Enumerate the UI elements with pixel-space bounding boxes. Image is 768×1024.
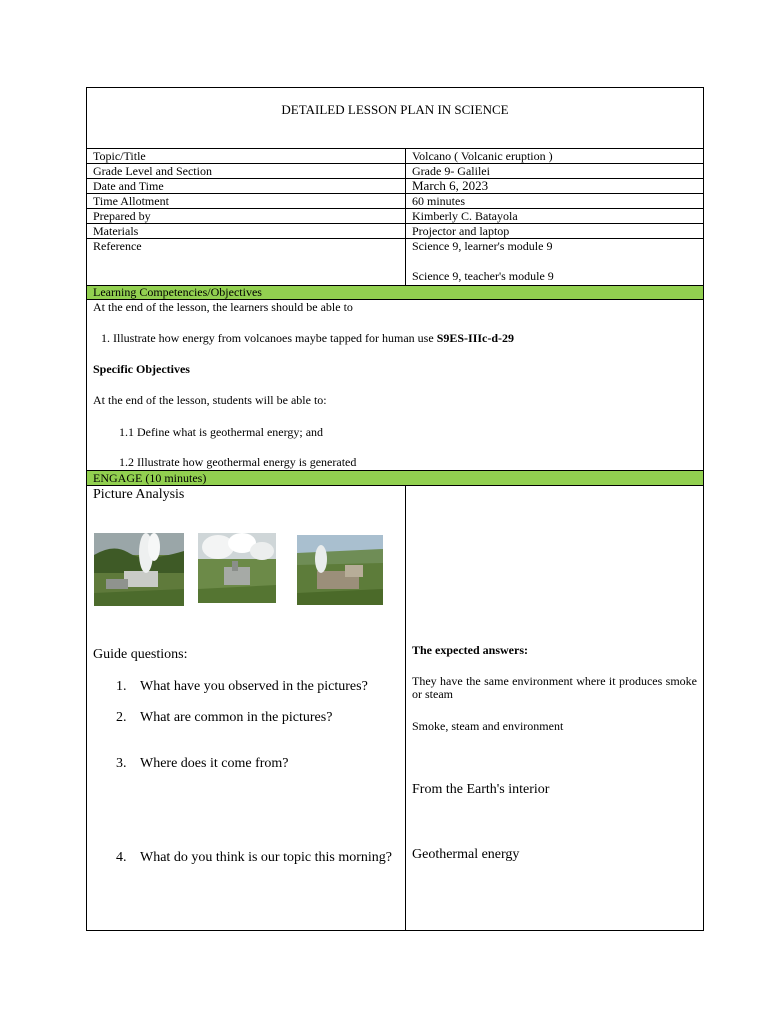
question-number: 2.	[116, 710, 127, 725]
info-label: Date and Time	[93, 179, 164, 193]
guide-questions-heading: Guide questions:	[93, 647, 188, 662]
question-number: 3.	[116, 756, 127, 771]
geothermal-plant-photo-2	[198, 533, 276, 603]
expected-answers-heading: The expected answers:	[412, 643, 528, 657]
info-value: Grade 9- Galilei	[412, 164, 490, 178]
column-divider	[405, 149, 406, 285]
info-value-2: Science 9, teacher's module 9	[412, 269, 554, 283]
expected-answer: Geothermal energy	[412, 847, 520, 862]
info-value: Volcano ( Volcanic eruption )	[412, 149, 553, 163]
question-text: Where does it come from?	[140, 756, 289, 771]
info-label: Materials	[93, 224, 139, 238]
expected-answer: Smoke, steam and environment	[412, 719, 564, 733]
geothermal-plant-photo-3	[297, 535, 383, 605]
info-label: Time Allotment	[93, 194, 169, 208]
engage-header: ENGAGE (10 minutes)	[87, 470, 703, 486]
column-divider	[405, 486, 406, 930]
objective-item: 1.1 Define what is geothermal energy; and	[119, 425, 324, 439]
info-row-date	[87, 179, 703, 194]
lesson-plan-table	[86, 87, 704, 931]
info-label: Topic/Title	[93, 149, 146, 163]
info-row-prepared	[87, 209, 703, 224]
competency-code: S9ES-IIIc-d-29	[436, 331, 515, 345]
objectives-intro: At the end of the lesson, the learners should be able to	[93, 300, 353, 314]
expected-answer: From the Earth's interior	[412, 782, 550, 797]
info-label: Reference	[93, 239, 142, 253]
question-text: What have you observed in the pictures?	[140, 679, 368, 694]
picture-analysis-heading: Picture Analysis	[93, 487, 185, 502]
question-number: 1.	[116, 679, 127, 694]
info-value: Science 9, learner's module 9	[412, 239, 553, 253]
info-label: Grade Level and Section	[93, 164, 212, 178]
info-row-grade	[87, 164, 703, 179]
info-value: Kimberly C. Batayola	[412, 209, 518, 223]
question-text: What do you think is our topic this morning?	[140, 850, 392, 865]
info-value: March 6, 2023	[412, 178, 489, 193]
info-row-reference	[87, 239, 703, 285]
geothermal-plant-photo-1	[94, 533, 184, 606]
objective-item: 1.2 Illustrate how geothermal energy is generated	[119, 455, 357, 469]
competency-text: 1. Illustrate how energy from volcanoes maybe tapped for human use	[101, 331, 434, 345]
info-row-topic	[87, 149, 703, 164]
competency	[101, 331, 514, 345]
question-text: What are common in the pictures?	[140, 710, 333, 725]
specific-objectives-heading: Specific Objectives	[93, 362, 190, 376]
objectives-header: Learning Competencies/Objectives	[87, 285, 703, 300]
question-number: 4.	[116, 850, 127, 865]
info-value: Projector and laptop	[412, 224, 510, 238]
page-title: DETAILED LESSON PLAN IN SCIENCE	[87, 88, 703, 149]
info-row-time	[87, 194, 703, 209]
info-label: Prepared by	[93, 209, 151, 223]
specific-objectives-intro: At the end of the lesson, students will be able to:	[93, 393, 327, 407]
info-row-materials	[87, 224, 703, 239]
expected-answer: They have the same environment where it produces smoke or steam	[412, 674, 697, 701]
info-value: 60 minutes	[412, 194, 465, 208]
